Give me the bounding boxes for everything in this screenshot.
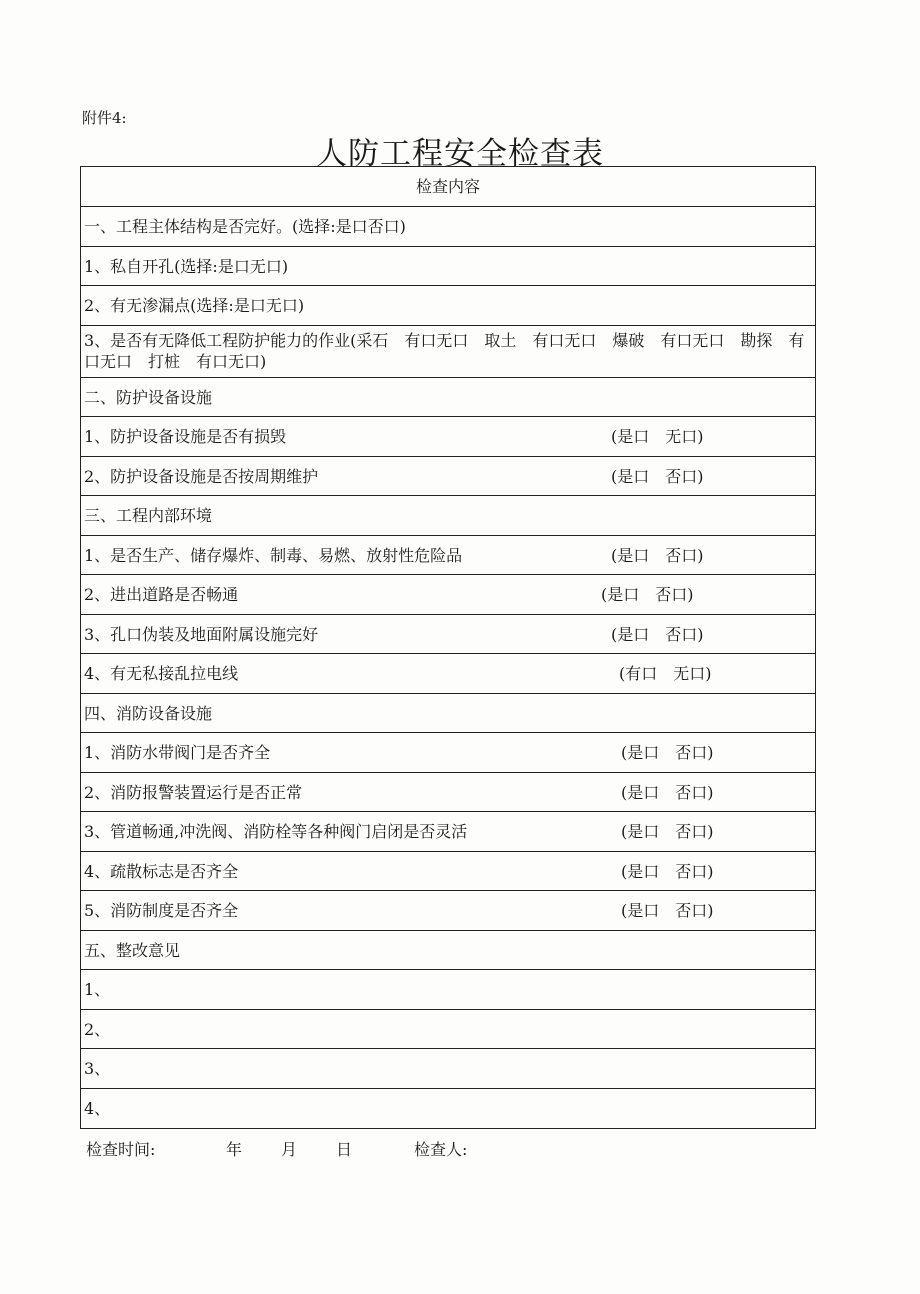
row-text: 3、管道畅通,冲洗阀、消防栓等各种阀门启闭是否灵活 xyxy=(84,822,468,841)
table-row xyxy=(81,812,815,852)
attachment-label: 附件4: xyxy=(82,109,127,127)
row-text: 2、有无渗漏点(选择:是口无口) xyxy=(84,296,305,315)
row-options: (是口 否口) xyxy=(621,782,714,802)
month-label: 月 xyxy=(281,1140,298,1159)
table-row xyxy=(81,654,815,694)
table-row xyxy=(81,1010,815,1050)
table-row xyxy=(81,496,815,536)
row-text: 3、孔口伪装及地面附属设施完好 xyxy=(84,624,319,644)
row-options: (是口 否口) xyxy=(611,466,704,486)
row-text: 2、进出道路是否畅通 xyxy=(84,585,239,604)
row-text: 1、是否生产、储存爆炸、制毒、易燃、放射性危险品 xyxy=(84,545,463,565)
form-title: 人防工程安全检查表 xyxy=(316,136,604,172)
row-options: (是口 否口) xyxy=(611,545,704,565)
table-row xyxy=(81,615,815,655)
table-row xyxy=(81,417,815,457)
table-row xyxy=(81,694,815,734)
inspector-label: 检查人: xyxy=(414,1140,468,1159)
row-text: 1、 xyxy=(84,980,111,999)
table-row xyxy=(81,575,815,615)
row-options: (是口 否口) xyxy=(621,822,714,841)
section-heading: 五、整改意见 xyxy=(84,940,181,960)
table-row xyxy=(81,536,815,576)
day-label: 日 xyxy=(336,1140,353,1159)
section-heading: 三、工程内部环境 xyxy=(84,506,213,525)
row-text: 4、有无私接乱拉电线 xyxy=(84,664,239,683)
table-row xyxy=(81,970,815,1010)
section-heading: 四、消防设备设施 xyxy=(84,703,213,723)
table-row xyxy=(81,326,815,378)
table-row xyxy=(81,931,815,971)
table-row xyxy=(81,378,815,418)
table-row xyxy=(81,1049,815,1089)
row-text: 2、消防报警装置运行是否正常 xyxy=(84,782,303,802)
year-label: 年 xyxy=(226,1140,243,1159)
row-text: 4、疏散标志是否齐全 xyxy=(84,861,239,881)
table-row xyxy=(81,457,815,497)
row-options: (是口 否口) xyxy=(621,743,714,762)
table-row xyxy=(81,247,815,287)
row-text: 2、 xyxy=(84,1019,111,1039)
inspection-time-label: 检查时间: xyxy=(86,1140,156,1159)
row-text: 一、工程主体结构是否完好。(选择:是口否口) xyxy=(84,217,406,236)
inspection-table xyxy=(80,166,816,1129)
section-heading: 二、防护设备设施 xyxy=(84,387,213,407)
table-row xyxy=(81,1089,815,1129)
row-text: 3、是否有无降低工程防护能力的作业(采石 有口无口 取土 有口无口 爆破 有口无口 勘探 有口无口 打桩 有口无口) xyxy=(84,330,805,371)
table-row xyxy=(81,207,815,247)
row-options: (是口 否口) xyxy=(621,861,714,881)
row-options: (有口 无口) xyxy=(619,664,712,683)
row-text: 4、 xyxy=(84,1098,111,1118)
table-row xyxy=(81,891,815,931)
row-text: 1、私自开孔(选择:是口无口) xyxy=(84,256,289,276)
table-row xyxy=(81,733,815,773)
row-options: (是口 否口) xyxy=(611,624,704,644)
table-row xyxy=(81,852,815,892)
row-text: 1、消防水带阀门是否齐全 xyxy=(84,743,271,762)
row-text: 1、防护设备设施是否有损毁 xyxy=(84,427,287,446)
table-header: 检查内容 xyxy=(81,167,815,207)
row-text: 3、 xyxy=(84,1059,111,1078)
row-options: (是口 否口) xyxy=(601,585,694,604)
row-options: (是口 无口) xyxy=(611,427,704,446)
table-row xyxy=(81,286,815,326)
row-text: 2、防护设备设施是否按周期维护 xyxy=(84,466,319,486)
row-options: (是口 否口) xyxy=(621,901,714,920)
table-row xyxy=(81,773,815,813)
row-text: 5、消防制度是否齐全 xyxy=(84,901,239,920)
